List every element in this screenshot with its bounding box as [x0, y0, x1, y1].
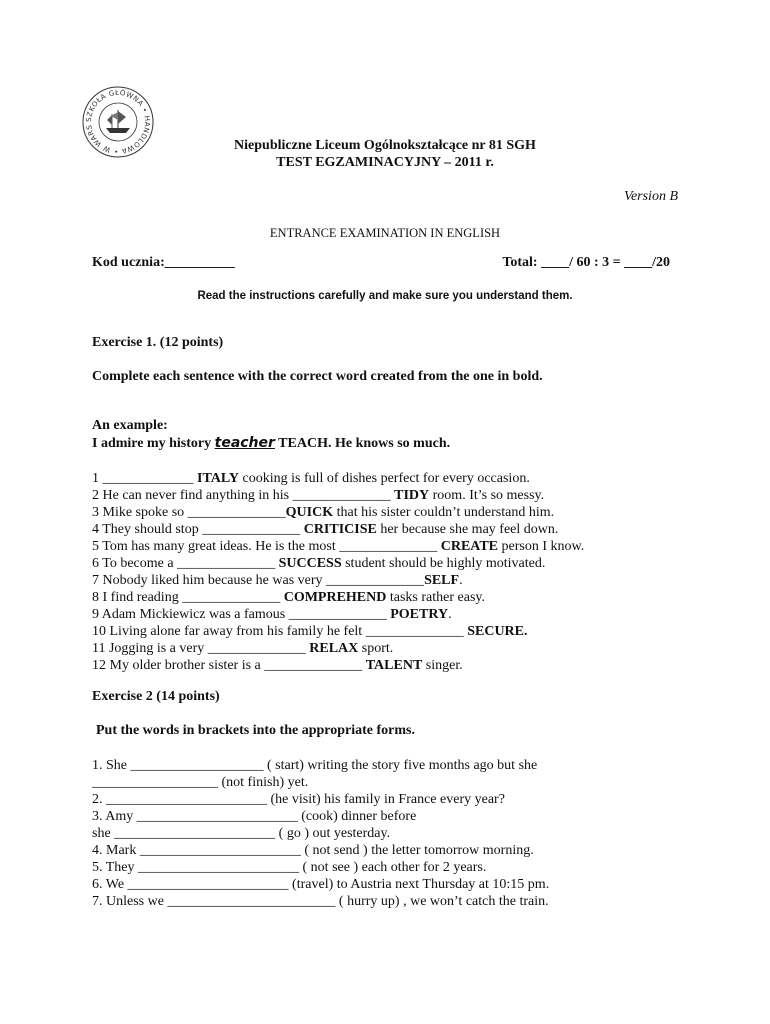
- school-name: Niepubliczne Liceum Ogólnokształcące nr 81 SGH: [234, 138, 536, 153]
- instructions: Read the instructions carefully and make sure you understand them.: [197, 290, 573, 302]
- exercise1-instruction: Complete each sentence with the correct word created from the one in bold.: [92, 369, 543, 384]
- exercise2-instruction: Put the words in brackets into the appropriate forms.: [96, 723, 416, 738]
- example-answer: teacher: [214, 435, 275, 451]
- list-item: 7 Nobody liked him because he was very ______________SELF.: [92, 573, 463, 588]
- list-item: 1. She ___________________ ( start) writing the story five months ago but she: [92, 758, 538, 773]
- example-sentence: [92, 435, 450, 452]
- list-item: 2 He can never find anything in his ______________ TIDY room. It’s so messy.: [92, 488, 545, 503]
- list-item: 6 To become a ______________ SUCCESS student should be highly motivated.: [92, 556, 546, 571]
- total-score: Total: ____/ 60 : 3 = ____/20: [502, 255, 670, 270]
- svg-text:SZKOŁA GŁÓWNA • HANDLOWA • W W: SZKOŁA GŁÓWNA • HANDLOWA • W WARS: [84, 88, 152, 156]
- list-item: 5. They _______________________ ( not see ) each other for 2 years.: [92, 860, 487, 875]
- list-item: 11 Jogging is a very ______________ RELAX sport.: [92, 641, 394, 656]
- exercise1-title: Exercise 1. (12 points): [92, 335, 224, 350]
- student-code: Kod ucznia:__________: [92, 255, 235, 270]
- example-keyword: TEACH.: [274, 436, 332, 451]
- list-item: 4. Mark _______________________ ( not send ) the letter tomorrow morning.: [92, 843, 534, 858]
- exercise2-title: Exercise 2 (14 points): [92, 689, 220, 704]
- list-item: 1 _____________ ITALY cooking is full of dishes perfect for every occasion.: [92, 471, 530, 486]
- list-item: 9 Adam Mickiewicz was a famous ______________ POETRY.: [92, 607, 452, 622]
- list-item: 5 Tom has many great ideas. He is the most ______________ CREATE person I know.: [92, 539, 585, 554]
- exam-title: ENTRANCE EXAMINATION IN ENGLISH: [269, 226, 501, 240]
- list-item: 6. We _______________________ (travel) to Austria next Thursday at 10:15 pm.: [92, 877, 550, 892]
- list-item: 10 Living alone far away from his family he felt ______________ SECURE.: [92, 624, 528, 639]
- list-item: 7. Unless we ________________________ ( hurry up) , we won’t catch the train.: [92, 894, 549, 909]
- example-before: I admire my history: [92, 436, 215, 451]
- test-title: TEST EGZAMINACYJNY – 2011 r.: [276, 155, 494, 170]
- example-label: An example:: [92, 418, 168, 433]
- list-item: 3. Amy _______________________ (cook) dinner before: [92, 809, 417, 824]
- list-item: 8 I find reading ______________ COMPREHEND tasks rather easy.: [92, 590, 485, 605]
- version-label: Version B: [623, 189, 678, 204]
- list-item: 2. _______________________ (he visit) his family in France every year?: [92, 792, 505, 807]
- list-item: 4 They should stop ______________ CRITICISE her because she may feel down.: [92, 522, 559, 537]
- example-after: He knows so much.: [331, 436, 451, 451]
- list-item: 3 Mike spoke so ______________QUICK that his sister couldn’t understand him.: [92, 505, 555, 520]
- exercise1-list: [92, 470, 584, 674]
- list-item: __________________ (not finish) yet.: [92, 775, 309, 790]
- list-item: 12 My older brother sister is a ______________ TALENT singer.: [92, 658, 463, 673]
- list-item: she _______________________ ( go ) out yesterday.: [92, 826, 391, 841]
- exercise2-list: [92, 757, 549, 910]
